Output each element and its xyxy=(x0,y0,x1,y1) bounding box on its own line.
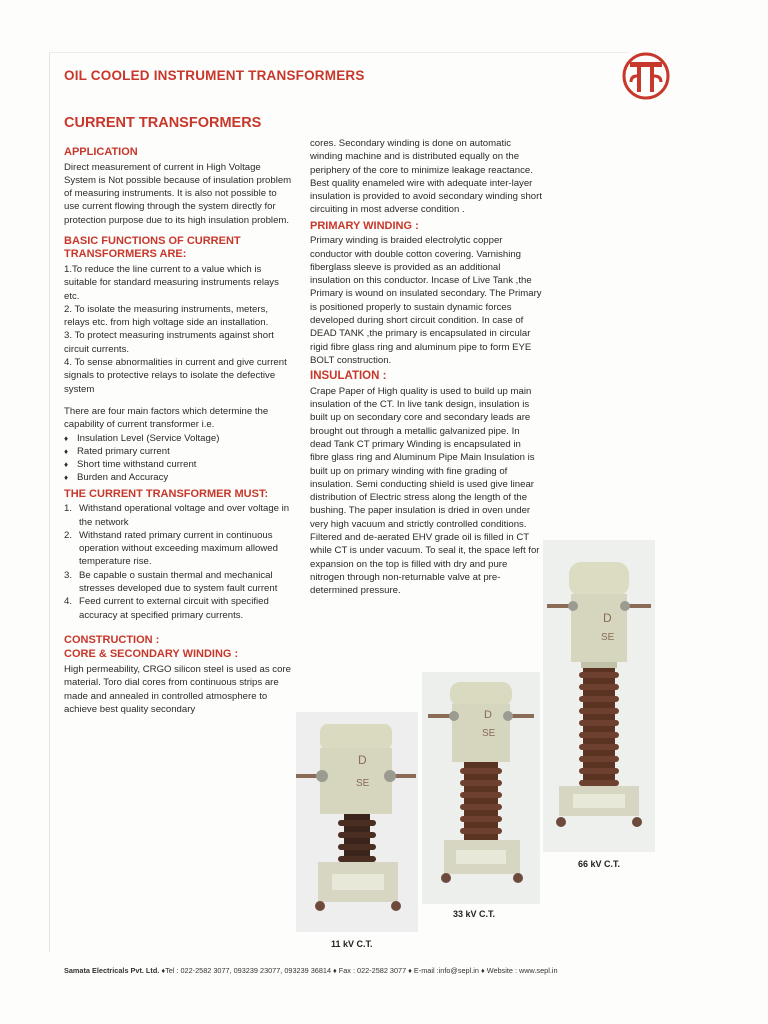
svg-text:SE: SE xyxy=(356,778,370,789)
ct-11kv-photo xyxy=(296,712,418,932)
factor-item: ♦ Short time withstand current xyxy=(64,458,292,471)
application-text: Direct measurement of current in High Voltage System is Not possible because of insulation problem of measuring instruments. It is also not possible to use current flowing through the system directly for protection purpose due to its high insulation problem. xyxy=(64,161,292,226)
factors-list xyxy=(64,432,292,485)
basic-functions-heading: BASIC FUNCTIONS OF CURRENT TRANSFORMERS ARE: xyxy=(64,234,241,261)
page-border-left xyxy=(49,52,50,952)
must-item: 1. Withstand operational voltage and over voltage in the network xyxy=(64,503,290,528)
factor-item: ♦ Burden and Accuracy xyxy=(64,471,292,484)
application-heading: APPLICATION xyxy=(64,146,138,158)
svg-text:SE: SE xyxy=(482,728,496,739)
ct-66kv-photo xyxy=(543,540,655,852)
page-border-top xyxy=(49,52,629,53)
core-continued-text: cores. Secondary winding is done on automatic winding machine and is distributed equally on the periphery of the core to minimize leakage reactance. Best quality enameled wire with adequate inter-layer insulation is provided to avoid secondary winding short circuiting in most adverse condition . xyxy=(310,138,542,216)
svg-text:SE: SE xyxy=(601,632,615,643)
sepl-logo-icon xyxy=(620,50,672,102)
factor-item: ♦ Insulation Level (Service Voltage) xyxy=(64,432,292,445)
factor-item: ♦ Rated primary current xyxy=(64,445,292,458)
ct-11kv-caption: 11 kV C.T. xyxy=(331,939,373,949)
factors-text: There are four main factors which determine the capability of current transformer i.e. xyxy=(64,405,269,431)
ct-33kv-caption: 33 kV C.T. xyxy=(453,909,496,919)
basic-item: 4. To sense abnormalities in current and give current signals to protective relays to isolate the defective system xyxy=(64,357,287,395)
primary-winding-text: Primary winding is braided electrolytic copper conductor with double cotton covering. Varnishing fiberglass sleeve is provided as an additional insulation on this conductor. Incase of Live Tank ,the Primary is wound on insulated secondary. The Primary is positioned properly to sustain dynamic forces developed during short circuit condition. In case of DEAD TANK ,the primary is encapsulated in circular rigid fibre glass ring and aluminum pipe to form EYE BOLT construction. xyxy=(310,235,542,366)
core-text: High permeability, CRGO silicon steel is used as core material. Toro dial cores from continuous strips are made and annealed in controlled atmosphere to achieve best quality secondary xyxy=(64,663,291,715)
insulation-heading: INSULATION : xyxy=(310,370,387,383)
footer xyxy=(64,966,704,975)
core-heading: CORE & SECONDARY WINDING : xyxy=(64,648,239,661)
basic-item: 1.To reduce the line current to a value which is suitable for standard measuring instruments relays etc. xyxy=(64,263,279,302)
basic-item: 3. To protect measuring instruments against short circuit currents. xyxy=(64,330,274,355)
ct-66kv-caption: 66 kV C.T. xyxy=(578,859,621,869)
basic-item: 2. To isolate the measuring instruments, meters, relays etc. from high voltage side an installation. xyxy=(64,303,269,329)
ct-33kv-photo xyxy=(422,672,540,904)
must-heading: THE CURRENT TRANSFORMER MUST: xyxy=(64,487,269,500)
footer-contact: ♦Tel : 022-2582 3077, 093239 23077, 093239 36814 ♦ Fax : 022-2582 3077 ♦ E-mail :info@sepl.in ♦ Website : www.sepl.in xyxy=(161,966,558,975)
right-column xyxy=(310,137,542,598)
left-column xyxy=(64,143,292,716)
main-title: OIL COOLED INSTRUMENT TRANSFORMERS xyxy=(64,68,365,83)
sub-title: CURRENT TRANSFORMERS xyxy=(64,115,262,131)
construction-heading: CONSTRUCTION : xyxy=(64,633,160,646)
svg-text:D: D xyxy=(358,753,367,767)
primary-winding-heading: PRIMARY WINDING : xyxy=(310,219,419,232)
svg-text:D: D xyxy=(484,709,492,721)
must-item: 4. Feed current to external circuit with specified accuracy at specified primary currents. xyxy=(64,596,269,621)
must-item: 2. Withstand rated primary current in continuous operation without exceeding maximum allowed temperature rise. xyxy=(64,529,278,568)
must-item: 3. Be capable o sustain thermal and mechanical stresses developed due to system fault current xyxy=(64,569,278,595)
footer-company: Samata Electricals Pvt. Ltd. xyxy=(64,966,160,975)
insulation-text: Crape Paper of High quality is used to build up main insulation of the CT. In live tank design, insulation is built up on secondary core and secondary leads are brought out through a metallic galvanized pipe. In dead Tank CT primary Winding is encapsulated in fibre glass ring and Aluminum Pipe Main Insulation is built up on primary winding with fine grading of insulation. Semi conducting shield is used give linear distribution of Electric stress along the length of the bushing. The paper insulation is dried in oven under very high vacuum and strictly controlled conditions. Filtered and de-aerated EHV grade oil is filled in CT while CT is under vacuum. To seal it, the space left for expansion on the top is filled with dry and pure nitrogen through non-returnable valve at pre-determined pressure. xyxy=(310,385,540,597)
svg-text:D: D xyxy=(603,611,612,625)
must-list xyxy=(64,502,292,622)
